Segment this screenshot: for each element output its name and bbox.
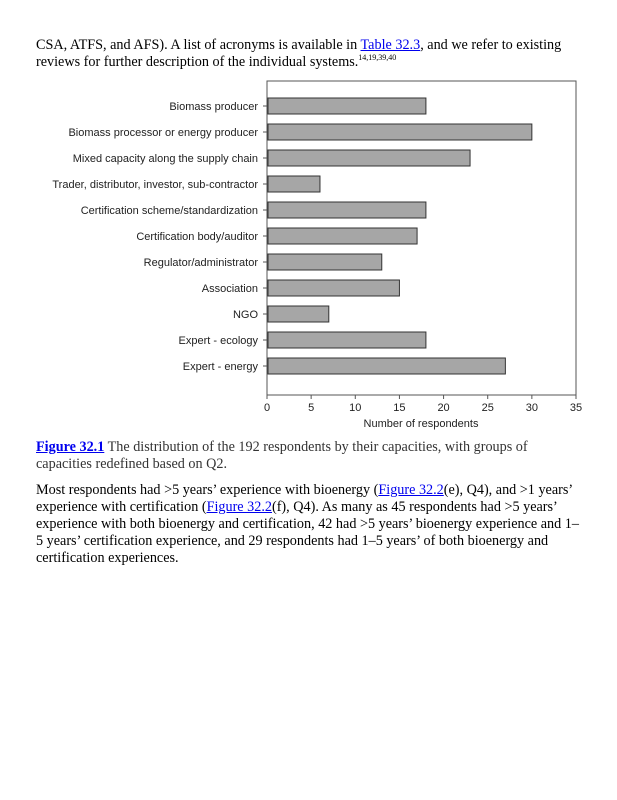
bar-6 [268,228,417,244]
bar-4 [268,176,320,192]
table-32-3-link[interactable]: Table 32.3 [360,37,421,53]
figure-caption [36,439,584,473]
x-tick-label: 35 [569,402,583,414]
y-tick-label: Trader, distributor, investor, sub-contractor [52,179,258,191]
x-axis-label: Number of respondents [363,418,479,430]
body-text-1: Most respondents had >5 years’ experience with bioenergy ( [36,482,379,498]
x-tick-label: 10 [349,402,362,414]
y-tick-label: Expert - energy [182,361,258,373]
y-tick-label: Certification scheme/standardization [80,205,258,217]
y-tick-label: Mixed capacity along the supply chain [72,153,258,165]
x-tick-label: 30 [525,402,538,414]
bar-11 [268,358,505,374]
x-tick-label: 25 [481,402,494,414]
respondents-bar-chart [0,72,617,434]
y-tick-label: Regulator/administrator [143,257,258,269]
bar-5 [268,202,426,218]
y-tick-label: Biomass processor or energy producer [68,127,258,139]
y-tick-label: NGO [232,309,258,321]
x-tick-label: 15 [393,402,406,414]
figure-32-2-link-f[interactable]: Figure 32.2 [206,499,272,515]
y-tick-label: Expert - ecology [178,335,258,347]
bar-10 [268,332,426,348]
x-tick-label: 0 [263,402,271,414]
bar-7 [268,254,382,270]
x-tick-label: 20 [437,402,450,414]
figure-32-2-link-e[interactable]: Figure 32.2 [378,482,444,498]
y-tick-label: Association [201,283,258,295]
caption-text: The distribution of the 192 respondents by their capacities, with groups of capacities redefined based on Q2. [36,439,528,472]
bar-3 [268,150,470,166]
figure-32-1-link[interactable]: Figure 32.1 [36,439,105,455]
y-tick-label: Biomass producer [169,101,258,113]
bar-1 [268,98,426,114]
y-tick-label: Certification body/auditor [136,231,258,243]
intro-text-after: , and we refer to existing reviews for further description of the individual systems. [36,37,562,70]
x-tick-label: 5 [308,402,315,414]
body-text-2: (e), Q4), and >1 years’ experience with certification ( [36,482,573,515]
body-paragraph [36,482,584,567]
bar-9 [268,306,329,322]
intro-text-before: CSA, ATFS, and AFS). A list of acronyms is available in [36,37,361,53]
body-text-3: (f), Q4). As many as 45 respondents had >5 years’ experience with both bioenergy and certification, 42 had >5 years’ bioenergy experience and 1–5 years’ certification experience, and 29 respondents had 1–5 years’ of both bioenergy and certification experiences. [36,499,579,566]
reference-numbers: 14,19,39,40 [358,53,397,62]
bar-8 [268,280,399,296]
bar-2 [268,124,532,140]
intro-paragraph [36,37,584,71]
